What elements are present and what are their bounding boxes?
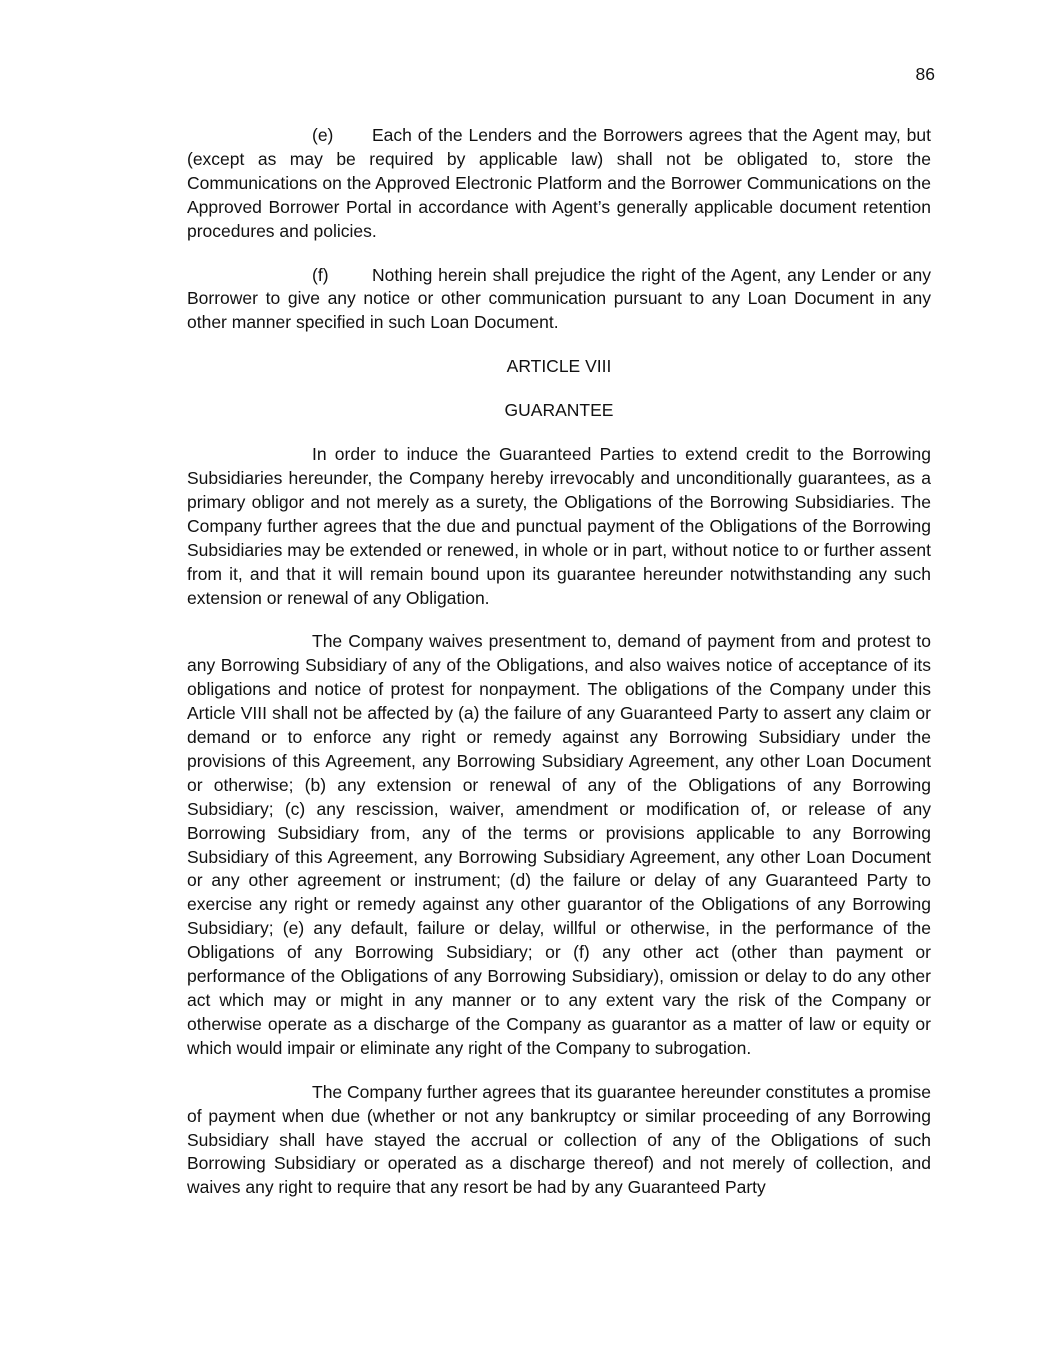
paragraph-e	[187, 124, 931, 244]
paragraph-e-text: Each of the Lenders and the Borrowers agrees that the Agent may, but (except as may be required by applicable law) shall not be obligated to, store the Communications on the Approved Electronic Platform and the Borrower Communications on the Approved Borrower Portal in accordance with Agent’s generally applicable document retention procedures and policies.	[187, 125, 931, 241]
paragraph-f	[187, 264, 931, 336]
page-number: 86	[915, 64, 935, 84]
guarantee-paragraph-1: In order to induce the Guaranteed Parties to extend credit to the Borrowing Subsidiaries hereunder, the Company hereby irrevocably and unconditionally guarantees, as a primary obligor and not merely as a surety, the Obligations of the Borrowing Subsidiaries. The Company further agrees that the due and punctual payment of the Obligations of the Borrowing Subsidiaries may be extended or renewed, in whole or in part, without notice to or further assent from it, and that it will remain bound upon its guarantee hereunder notwithstanding any such extension or renewal of any Obligation.	[187, 444, 931, 608]
guarantee-paragraph-2: The Company waives presentment to, demand of payment from and protest to any Borrowing Subsidiary of any of the Obligations, and also waives notice of acceptance of its obligations and notice of protest for nonpayment. The obligations of the Company under this Article VIII shall not be affected by (a) the failure of any Guaranteed Party to assert any claim or demand or to enforce any right or remedy against any Borrowing Subsidiary under the provisions of this Agreement, any Borrowing Subsidiary Agreement, any other Loan Document or otherwise; (b) any extension or renewal of any of the Obligations of any Borrowing Subsidiary; (c) any rescission, waiver, amendment or modification of, or release of any Borrowing Subsidiary from, any of the terms or provisions applicable to any Borrowing Subsidiary of this Agreement, any Borrowing Subsidiary Agreement, any other Loan Document or any other agreement or instrument; (d) the failure or delay of any Guaranteed Party to exercise any right or remedy against any other guarantor of the Obligations of any Borrowing Subsidiary; (e) any default, failure or delay, willful or otherwise, in the performance of the Obligations of any Borrowing Subsidiary; or (f) any other act (other than payment or performance of the Obligations of any Borrowing Subsidiary), omission or delay to do any other act which may or might in any manner or to any extent vary the risk of the Company or otherwise operate as a discharge of the Company as guarantor as a matter of law or equity or which would impair or eliminate any right of the Company to subrogation.	[187, 631, 931, 1058]
guarantee-paragraph-3: The Company further agrees that its guarantee hereunder constitutes a promise of payment when due (whether or not any bankruptcy or similar proceeding of any Borrowing Subsidiary shall have stayed the accrual or collection of any of the Obligations of such Borrowing Subsidiary or operated as a discharge thereof) and not merely of collection, and waives any right to require that any resort be had by any Guaranteed Party	[187, 1081, 931, 1198]
paragraph-f-label: (f)	[312, 264, 329, 285]
paragraph-e-label: (e)	[312, 125, 334, 145]
article-number: ARTICLE VIII	[506, 356, 612, 377]
document-body	[187, 124, 931, 1220]
paragraph-f-text: Nothing herein shall prejudice the right of the Agent, any Lender or any Borrower to give any notice or other communication pursuant to any Loan Document in any other manner specified in such Loan Document.	[187, 264, 931, 333]
article-title: GUARANTEE	[504, 400, 614, 421]
